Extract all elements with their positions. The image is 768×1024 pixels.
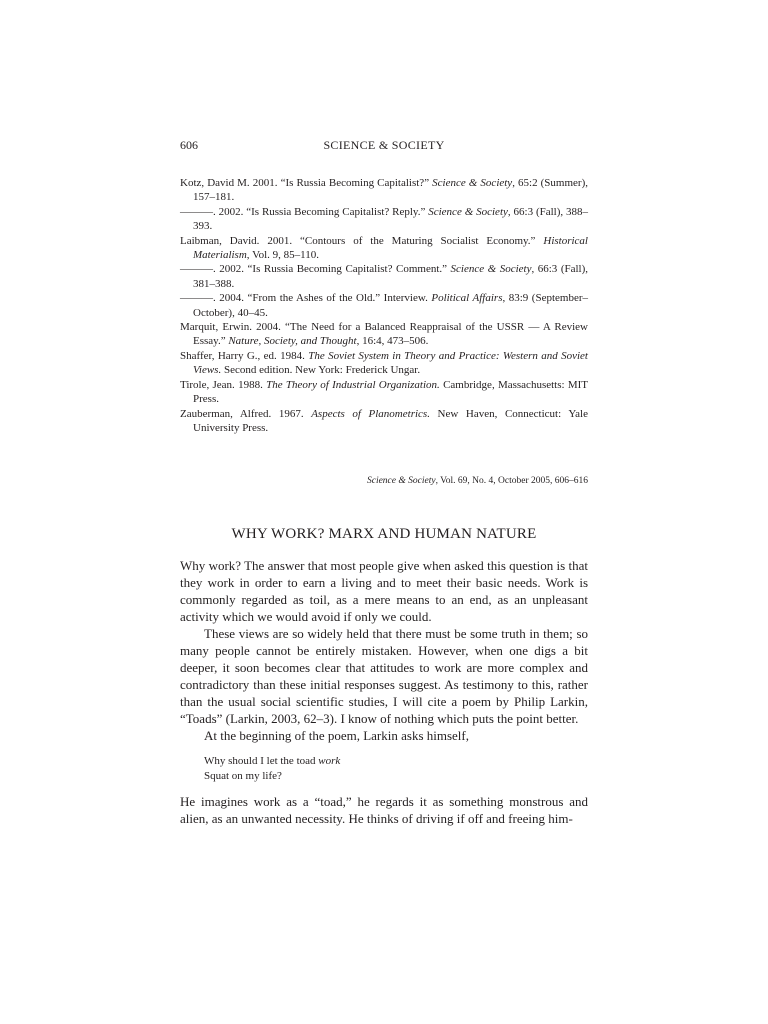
paragraph: He imagines work as a “toad,” he regards it as something monstrous and alien, as an unwanted necessity. He thinks of driving if off and freeing him- xyxy=(180,794,588,826)
reference-entry xyxy=(180,205,588,234)
reference-title-italic: Aspects of Planometrics. xyxy=(311,407,430,420)
reference-text: , Vol. 9, 85–110. xyxy=(246,249,320,262)
reference-text: Laibman, David. 2001. “Contours of the Maturing Socialist Economy.” xyxy=(180,234,544,247)
poem-quote xyxy=(204,754,588,783)
reference-list xyxy=(180,176,588,435)
reference-text: , 66:3 (Fall), 381–388. xyxy=(193,263,589,290)
reference-text: Tirole, Jean. 1988. xyxy=(180,378,267,391)
reference-text: New Haven, Connecticut: Yale University Press. xyxy=(193,407,588,434)
paragraph: Why work? The answer that most people give when asked this question is that they work in order to earn a living and to meet their basic needs. Work is commonly regarded as toil, as a mere means to an end, as an unpleasant activity which we would avoid if only we could. xyxy=(180,558,588,624)
article-title: WHY WORK? MARX AND HUMAN NATURE xyxy=(231,526,537,542)
reference-text: , 16:4, 473–506. xyxy=(356,335,429,348)
reference-entry xyxy=(180,378,588,407)
reference-title-italic: The Theory of Industrial Organization. xyxy=(266,378,440,391)
poem-italic-word: work xyxy=(318,755,341,767)
article-body xyxy=(180,557,588,827)
reference-entry xyxy=(180,262,588,291)
reference-title-italic: Historical Materialism xyxy=(193,234,588,262)
reference-text: Second edition. New York: Frederick Ungar. xyxy=(221,364,421,377)
reference-text: , 83:9 (September–October), 40–45. xyxy=(193,292,588,319)
paragraph: These views are so widely held that there must be some truth in them; so many people cannot be entirely mistaken. However, when one digs a bit deeper, it soon becomes clear that attitudes to work are more complex and contradictory than these initial responses suggest. As testimony to this, rather than the usual social scientific studies, I will cite a poem by Philip Larkin, “Toads” (Larkin, 2003, 62–3). I know of nothing which puts the point better. xyxy=(180,626,588,726)
reference-title-italic: Nature, Society, and Thought xyxy=(228,335,357,348)
page-number: 606 xyxy=(180,138,198,152)
reference-entry xyxy=(180,291,588,320)
reference-entry xyxy=(180,320,588,349)
journal-running-title: SCIENCE & SOCIETY xyxy=(323,138,445,152)
reference-text: , 66:3 (Fall), 388–393. xyxy=(193,205,589,233)
paragraph: At the beginning of the poem, Larkin asks himself, xyxy=(204,728,470,743)
reference-title-italic: Political Affairs xyxy=(431,292,503,305)
reference-title-italic: Science & Society xyxy=(450,263,532,276)
citation-journal: Science & Society xyxy=(366,476,436,486)
reference-title-italic: Science & Society xyxy=(428,205,508,218)
reference-title-italic: The Soviet System in Theory and Practice: Western and Soviet Views. xyxy=(193,349,588,377)
poem-line xyxy=(204,754,588,769)
reference-entry xyxy=(180,176,588,205)
poem-line: Squat on my life? xyxy=(204,769,282,782)
running-head xyxy=(180,138,588,156)
reference-entry xyxy=(180,407,588,436)
reference-text: Cambridge, Massachusetts: MIT Press. xyxy=(193,378,588,406)
reference-text: , 65:2 (Summer), 157–181. xyxy=(193,177,588,204)
reference-text: ———. 2002. “Is Russia Becoming Capitalist? Reply.” xyxy=(180,205,429,218)
reference-text: Kotz, David M. 2001. “Is Russia Becoming Capitalist?” xyxy=(180,177,433,189)
reference-text: Marquit, Erwin. 2004. “The Need for a Balanced Reappraisal of the USSR — A Review Essay.” xyxy=(180,321,588,348)
poem-line-text: Why should I let the toad xyxy=(204,755,319,767)
reference-entry xyxy=(180,234,588,263)
reference-text: Zauberman, Alfred. 1967. xyxy=(180,407,312,420)
reference-text: ———. 2002. “Is Russia Becoming Capitalist? Comment.” xyxy=(180,263,451,276)
reference-text: ———. 2004. “From the Ashes of the Old.” Interview. xyxy=(180,292,432,305)
reference-entry xyxy=(180,349,588,378)
reference-title-italic: Science & Society xyxy=(432,177,513,189)
citation-details: , Vol. 69, No. 4, October 2005, 606–616 xyxy=(435,476,588,486)
article-citation xyxy=(180,476,588,486)
reference-text: Shaffer, Harry G., ed. 1984. xyxy=(180,349,309,362)
